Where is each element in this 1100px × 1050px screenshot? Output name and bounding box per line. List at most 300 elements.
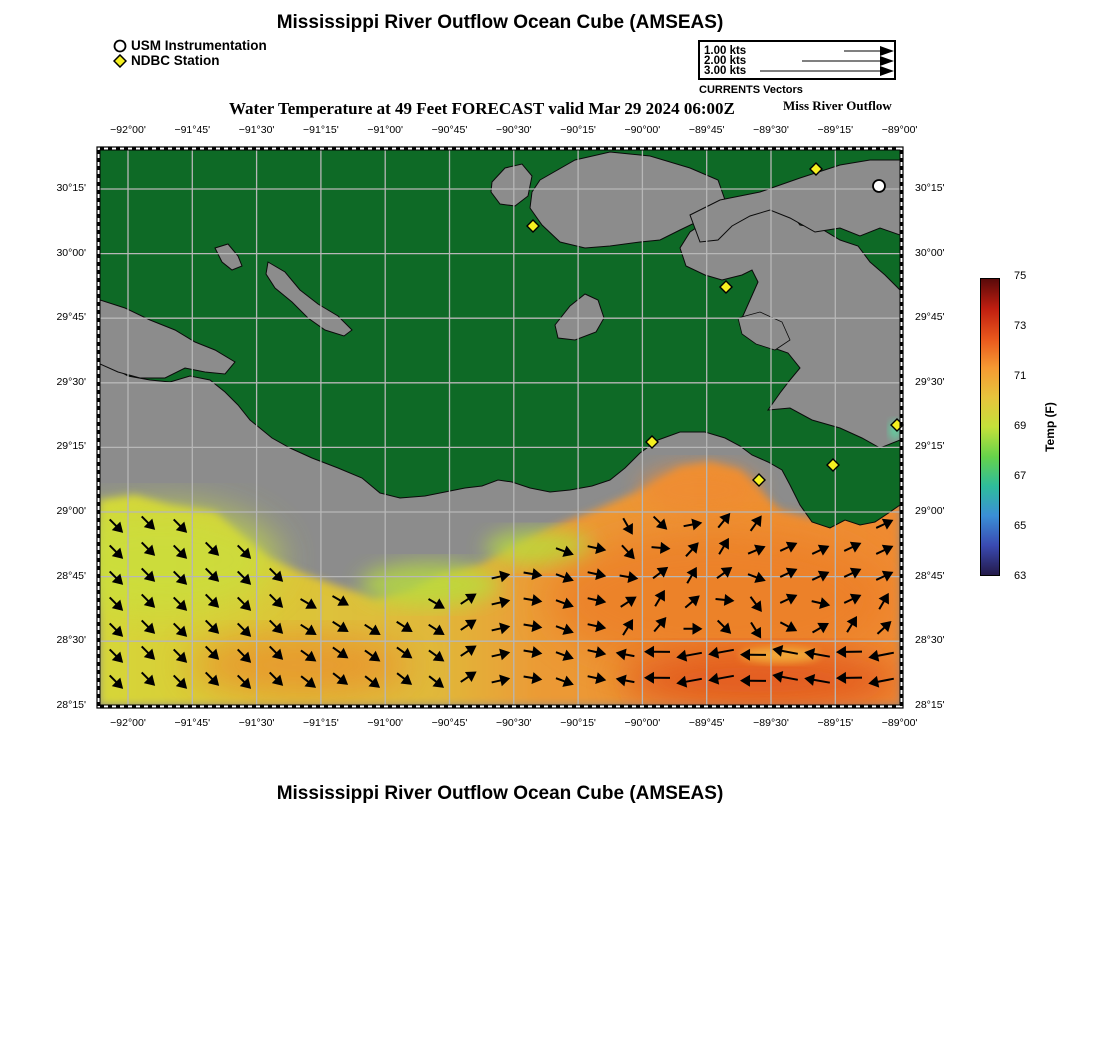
frame-tick (900, 254, 903, 258)
frame-tick (484, 147, 488, 150)
frame-tick (724, 705, 728, 708)
frame-tick (100, 147, 104, 150)
frame-tick (97, 542, 100, 546)
frame-tick (97, 158, 100, 162)
lat-tick-label: 29°00' (56, 505, 86, 517)
frame-tick (852, 705, 856, 708)
frame-tick (508, 705, 512, 708)
frame-tick (644, 147, 648, 150)
frame-tick (684, 705, 688, 708)
frame-tick (780, 705, 784, 708)
frame-tick (97, 446, 100, 450)
frame-tick (900, 270, 903, 274)
frame-tick (868, 147, 872, 150)
frame-tick (636, 705, 640, 708)
frame-tick (788, 147, 792, 150)
frame-tick (97, 526, 100, 530)
frame-tick (97, 406, 100, 410)
frame-tick (604, 147, 608, 150)
frame-tick (900, 422, 903, 426)
frame-tick (900, 166, 903, 170)
frame-tick (228, 147, 232, 150)
frame-tick (572, 705, 576, 708)
frame-tick (468, 705, 472, 708)
region-label: Miss River Outflow (783, 98, 892, 113)
frame-tick (660, 705, 664, 708)
frame-tick (97, 686, 100, 690)
frame-tick (220, 147, 224, 150)
frame-tick (692, 147, 696, 150)
frame-tick (97, 550, 100, 554)
frame-tick (97, 494, 100, 498)
frame-tick (724, 147, 728, 150)
frame-tick (868, 705, 872, 708)
lon-tick-label: −90°45' (431, 717, 468, 729)
frame-tick (97, 486, 100, 490)
frame-tick (244, 705, 248, 708)
frame-tick (97, 254, 100, 258)
frame-tick (516, 705, 520, 708)
colorbar-tick-label: 63 (1014, 570, 1027, 582)
frame-tick (340, 147, 344, 150)
frame-tick (804, 705, 808, 708)
frame-tick (244, 147, 248, 150)
frame-tick (124, 705, 128, 708)
lon-tick-label: −92°00' (110, 124, 146, 136)
frame-tick (108, 147, 112, 150)
frame-tick (900, 526, 903, 530)
frame-tick (388, 705, 392, 708)
frame-tick (676, 705, 680, 708)
frame-tick (612, 705, 616, 708)
colorbar-tick-label: 71 (1014, 370, 1027, 382)
frame-tick (97, 294, 100, 298)
frame-tick (900, 326, 903, 330)
lon-tick-label: −91°15' (303, 124, 339, 136)
frame-tick (156, 147, 160, 150)
frame-tick (580, 147, 584, 150)
frame-tick (444, 147, 448, 150)
frame-tick (97, 590, 100, 594)
frame-tick (596, 147, 600, 150)
frame-tick (476, 147, 480, 150)
frame-tick (900, 318, 903, 322)
frame-tick (97, 150, 100, 154)
frame-tick (756, 147, 760, 150)
frame-tick (900, 518, 903, 522)
frame-tick (348, 705, 352, 708)
frame-tick (97, 606, 100, 610)
lat-tick-label: 30°00' (915, 246, 945, 259)
frame-tick (436, 147, 440, 150)
frame-tick (436, 705, 440, 708)
frame-tick (900, 702, 903, 706)
colorbar-tick-label: 65 (1014, 520, 1027, 532)
frame-tick (97, 454, 100, 458)
frame-tick (900, 350, 903, 354)
frame-tick (828, 705, 832, 708)
frame-tick (628, 147, 632, 150)
frame-tick (220, 705, 224, 708)
lon-tick-label: −90°30' (495, 124, 532, 136)
frame-tick (97, 518, 100, 522)
frame-tick (332, 147, 336, 150)
frame-tick (532, 147, 536, 150)
frame-tick (97, 358, 100, 362)
lon-tick-label: −90°30' (495, 717, 532, 729)
frame-tick (97, 438, 100, 442)
frame-tick (900, 174, 903, 178)
frame-tick (380, 705, 384, 708)
frame-tick (900, 494, 903, 498)
frame-tick (97, 326, 100, 330)
frame-tick (276, 705, 280, 708)
frame-tick (97, 174, 100, 178)
frame-tick (900, 334, 903, 338)
frame-tick (900, 630, 903, 634)
frame-tick (164, 705, 168, 708)
frame-tick (97, 414, 100, 418)
frame-tick (97, 222, 100, 226)
frame-tick (124, 147, 128, 150)
frame-tick (172, 147, 176, 150)
frame-tick (97, 366, 100, 370)
frame-tick (804, 147, 808, 150)
frame-tick (900, 558, 903, 562)
frame-tick (708, 147, 712, 150)
frame-tick (97, 198, 100, 202)
frame-tick (212, 705, 216, 708)
frame-tick (492, 705, 496, 708)
frame-tick (460, 705, 464, 708)
frame-tick (468, 147, 472, 150)
frame-tick (252, 705, 256, 708)
frame-tick (836, 705, 840, 708)
frame-tick (716, 147, 720, 150)
frame-tick (596, 705, 600, 708)
frame-tick (97, 582, 100, 586)
frame-tick (97, 350, 100, 354)
frame-tick (460, 147, 464, 150)
frame-tick (580, 705, 584, 708)
frame-tick (668, 147, 672, 150)
frame-tick (900, 678, 903, 682)
frame-tick (97, 238, 100, 242)
frame-tick (156, 705, 160, 708)
lon-tick-label: −91°45' (174, 717, 211, 729)
frame-tick (492, 147, 496, 150)
frame-tick (97, 614, 100, 618)
frame-tick (900, 582, 903, 586)
frame-tick (540, 147, 544, 150)
frame-tick (236, 705, 240, 708)
frame-tick (132, 705, 136, 708)
frame-tick (620, 705, 624, 708)
colorbar-tick-label: 75 (1014, 270, 1027, 282)
frame-tick (97, 374, 100, 378)
lat-tick-label: 28°15' (56, 698, 86, 711)
frame-tick (796, 705, 800, 708)
frame-tick (900, 638, 903, 642)
frame-tick (620, 147, 624, 150)
vector-row-1: 1.00 kts (704, 45, 747, 57)
frame-tick (100, 705, 104, 708)
frame-tick (676, 147, 680, 150)
ndbc-legend-label: NDBC Station (131, 53, 220, 68)
frame-tick (276, 147, 280, 150)
frame-tick (372, 147, 376, 150)
frame-tick (900, 414, 903, 418)
frame-tick (748, 705, 752, 708)
bottom-title: Mississippi River Outflow Ocean Cube (AMSEAS) (276, 783, 724, 804)
frame-tick (900, 694, 903, 698)
frame-tick (604, 705, 608, 708)
frame-tick (500, 705, 504, 708)
frame-tick (692, 705, 696, 708)
frame-tick (500, 147, 504, 150)
frame-tick (900, 206, 903, 210)
frame-tick (324, 705, 328, 708)
lat-tick-label: 28°15' (915, 698, 945, 711)
frame-tick (260, 705, 264, 708)
lon-tick-label: −89°00' (881, 717, 918, 729)
lat-tick-label: 29°15' (915, 440, 945, 453)
frame-tick (900, 446, 903, 450)
frame-tick (97, 318, 100, 322)
frame-tick (564, 147, 568, 150)
frame-tick (900, 262, 903, 266)
frame-tick (97, 334, 100, 338)
frame-tick (884, 147, 888, 150)
frame-tick (97, 382, 100, 386)
colorbar-tick-label: 73 (1014, 320, 1027, 332)
frame-tick (844, 147, 848, 150)
plot-subtitle: Water Temperature at 49 Feet FORECAST valid Mar 29 2024 06:00Z (229, 99, 735, 118)
frame-tick (532, 705, 536, 708)
frame-tick (900, 358, 903, 362)
frame-tick (900, 390, 903, 394)
frame-tick (268, 705, 272, 708)
colorbar (978, 276, 1002, 578)
frame-tick (428, 147, 432, 150)
frame-tick (97, 662, 100, 666)
frame-tick (97, 678, 100, 682)
frame-tick (412, 705, 416, 708)
frame-tick (97, 270, 100, 274)
frame-tick (188, 147, 192, 150)
frame-tick (900, 486, 903, 490)
frame-tick (97, 470, 100, 474)
frame-tick (97, 534, 100, 538)
frame-tick (900, 574, 903, 578)
frame-tick (636, 147, 640, 150)
frame-tick (668, 705, 672, 708)
frame-tick (97, 638, 100, 642)
frame-tick (788, 705, 792, 708)
frame-tick (900, 406, 903, 410)
frame-tick (97, 190, 100, 194)
frame-tick (97, 646, 100, 650)
frame-tick (860, 147, 864, 150)
frame-tick (97, 702, 100, 706)
frame-tick (332, 705, 336, 708)
frame-tick (900, 238, 903, 242)
lat-tick-label: 29°00' (915, 505, 945, 517)
frame-tick (97, 214, 100, 218)
frame-tick (444, 705, 448, 708)
frame-tick (700, 147, 704, 150)
frame-tick (316, 147, 320, 150)
lat-tick-label: 29°30' (915, 375, 945, 388)
frame-tick (900, 606, 903, 610)
lat-tick-label: 30°00' (56, 246, 86, 259)
frame-tick (708, 705, 712, 708)
frame-tick (900, 510, 903, 514)
lon-tick-label: −89°45' (688, 717, 725, 729)
frame-tick (97, 278, 100, 282)
frame-tick (900, 430, 903, 434)
frame-tick (97, 262, 100, 266)
frame-tick (97, 286, 100, 290)
frame-tick (828, 147, 832, 150)
lon-tick-label: −91°00' (367, 124, 404, 136)
vector-row-2: 2.00 kts (704, 55, 747, 67)
frame-tick (204, 705, 208, 708)
frame-tick (508, 147, 512, 150)
frame-tick (548, 147, 552, 150)
frame-tick (900, 478, 903, 482)
frame-tick (900, 614, 903, 618)
frame-tick (900, 214, 903, 218)
frame-tick (396, 147, 400, 150)
frame-tick (900, 534, 903, 538)
colorbar-tick-label: 67 (1014, 470, 1027, 482)
lon-tick-label: −91°45' (174, 124, 211, 136)
lat-tick-label: 29°30' (56, 375, 86, 388)
frame-tick (900, 454, 903, 458)
lon-tick-label: −89°15' (817, 717, 854, 729)
frame-tick (292, 147, 296, 150)
frame-tick (652, 705, 656, 708)
frame-tick (628, 705, 632, 708)
frame-tick (388, 147, 392, 150)
frame-tick (452, 705, 456, 708)
frame-tick (412, 147, 416, 150)
frame-tick (556, 147, 560, 150)
frame-tick (97, 422, 100, 426)
frame-tick (300, 147, 304, 150)
lon-tick-label: −89°15' (817, 124, 854, 136)
frame-tick (796, 147, 800, 150)
frame-tick (764, 147, 768, 150)
lon-tick-label: −92°00' (110, 717, 146, 729)
frame-tick (97, 566, 100, 570)
frame-tick (228, 705, 232, 708)
frame-tick (524, 147, 528, 150)
frame-tick (684, 147, 688, 150)
frame-tick (148, 147, 152, 150)
frame-tick (900, 222, 903, 226)
frame-tick (284, 705, 288, 708)
frame-tick (340, 705, 344, 708)
frame-tick (900, 566, 903, 570)
lat-tick-label: 30°15' (56, 182, 86, 194)
frame-tick (588, 147, 592, 150)
frame-tick (564, 705, 568, 708)
frame-tick (292, 705, 296, 708)
lon-tick-label: −90°15' (560, 717, 596, 729)
frame-tick (556, 705, 560, 708)
frame-tick (900, 462, 903, 466)
frame-tick (324, 147, 328, 150)
lon-tick-label: −90°00' (624, 717, 661, 729)
frame-tick (180, 147, 184, 150)
frame-tick (300, 705, 304, 708)
frame-tick (348, 147, 352, 150)
frame-tick (97, 510, 100, 514)
frame-tick (700, 705, 704, 708)
frame-tick (164, 147, 168, 150)
frame-tick (97, 630, 100, 634)
frame-tick (548, 705, 552, 708)
frame-tick (900, 310, 903, 314)
frame-tick (97, 398, 100, 402)
frame-tick (812, 705, 816, 708)
lat-tick-label: 29°15' (56, 440, 86, 453)
frame-tick (516, 147, 520, 150)
frame-tick (364, 147, 368, 150)
lon-tick-label: −90°00' (624, 124, 661, 136)
frame-tick (97, 230, 100, 234)
vector-row-3: 3.00 kts (704, 65, 747, 77)
frame-tick (820, 147, 824, 150)
frame-tick (108, 705, 112, 708)
lat-tick-label: 28°45' (915, 569, 945, 582)
frame-tick (140, 705, 144, 708)
lon-tick-label: −91°15' (303, 717, 339, 729)
frame-tick (900, 590, 903, 594)
frame-tick (97, 574, 100, 578)
frame-tick (900, 230, 903, 234)
frame-tick (260, 147, 264, 150)
colorbar-gradient (980, 278, 1000, 576)
frame-tick (116, 705, 120, 708)
frame-tick (900, 182, 903, 186)
frame-tick (316, 705, 320, 708)
frame-tick (572, 147, 576, 150)
frame-tick (196, 705, 200, 708)
frame-tick (732, 147, 736, 150)
main-title: Mississippi River Outflow Ocean Cube (AMSEAS) (276, 12, 724, 33)
lat-tick-label: 29°45' (915, 311, 945, 324)
colorbar-tick-label: 69 (1014, 420, 1027, 432)
frame-tick (140, 147, 144, 150)
frame-tick (772, 705, 776, 708)
frame-tick (428, 705, 432, 708)
frame-tick (876, 147, 880, 150)
frame-tick (97, 654, 100, 658)
frame-tick (900, 302, 903, 306)
frame-tick (900, 158, 903, 162)
frame-tick (396, 705, 400, 708)
lon-tick-label: −89°30' (753, 124, 789, 136)
frame-tick (97, 478, 100, 482)
frame-tick (188, 705, 192, 708)
frame-tick (212, 147, 216, 150)
frame-tick (900, 542, 903, 546)
frame-tick (900, 670, 903, 674)
frame-tick (372, 705, 376, 708)
